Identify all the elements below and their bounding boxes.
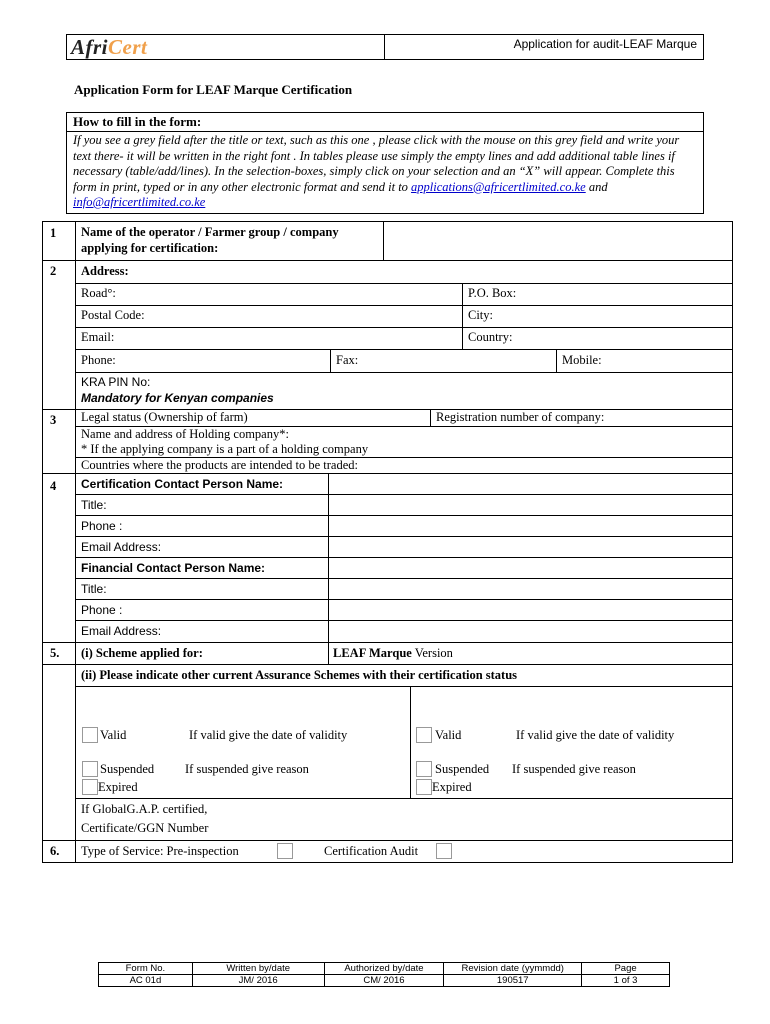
footer-header-cell: Form No. <box>99 963 193 975</box>
cert-phone-label: Phone : <box>81 519 123 533</box>
mobile-label: Mobile: <box>562 353 602 367</box>
leaf-marque-version <box>333 646 453 661</box>
footer-header-cell: Revision date (yymmdd) <box>444 963 582 975</box>
certification-audit-checkbox[interactable] <box>436 843 452 859</box>
form-title: Application Form for LEAF Marque Certification <box>74 82 353 97</box>
footer-value-cell: CM/ 2016 <box>324 975 444 987</box>
suspended-label-left: Suspended <box>100 762 155 776</box>
instructions-body: If you see a grey field after the title or text, such as this one , please click with the mouse on this grey field and write your text there- it will be written in the right font . In tables please use simply the empty lines and add additional table lines if necessary (table/add/lines). In the selection-boxes, simply click on your selection and an “X” will appear. Complete this form in print, typed or in any other electronic format and send it to <box>73 133 680 194</box>
valid-checkbox-left[interactable] <box>82 727 98 743</box>
legal-status-label: Legal status (Ownership of farm) <box>81 410 248 424</box>
address-heading: Address: <box>81 264 129 278</box>
footer-value-cell: AC 01d <box>99 975 193 987</box>
city-label: City: <box>468 308 494 322</box>
operator-name-label: Name of the operator / Farmer group / company <box>81 225 339 239</box>
section-number-6: 6. <box>50 844 60 858</box>
valid-label-left: Valid <box>100 728 127 742</box>
valid-checkbox-right[interactable] <box>416 727 432 743</box>
section-number-4: 4 <box>50 479 57 493</box>
fin-title-label: Title: <box>81 582 107 596</box>
other-schemes-label: (ii) Please indicate other current Assurance Schemes with their certification status <box>81 668 518 682</box>
footer-header-cell: Authorized by/date <box>324 963 444 975</box>
leaf-marque-text: LEAF Marque <box>333 646 412 660</box>
pre-inspection-checkbox[interactable] <box>277 843 293 859</box>
financial-contact-label: Financial Contact Person Name: <box>81 561 266 575</box>
fin-email-label: Email Address: <box>81 624 162 638</box>
countries-traded-label: Countries where the products are intended to be traded: <box>81 458 358 472</box>
valid-date-label-right: If valid give the date of validity <box>516 728 675 742</box>
email-link-applications[interactable]: applications@africertlimited.co.ke <box>411 179 586 194</box>
logo-text-afri: Afri <box>71 35 109 59</box>
suspended-checkbox-left[interactable] <box>82 761 98 777</box>
country-label: Country: <box>468 330 513 344</box>
section-number-1: 1 <box>50 226 57 240</box>
suspended-reason-label-right: If suspended give reason <box>512 762 636 776</box>
phone-label: Phone: <box>81 353 116 367</box>
suspended-checkbox-right[interactable] <box>416 761 432 777</box>
instructions-heading: How to fill in the form: <box>67 113 703 132</box>
holding-company-label: Name and address of Holding company*: <box>81 427 289 441</box>
cert-title-label: Title: <box>81 498 107 512</box>
instructions-text <box>67 132 703 213</box>
scheme-applied-label: (i) Scheme applied for: <box>81 646 203 660</box>
logo-text-cert: Cert <box>108 35 148 59</box>
footer-value-cell: 190517 <box>444 975 582 987</box>
footer-header-row <box>99 963 670 975</box>
footer-header-cell: Page <box>582 963 670 975</box>
fax-label: Fax: <box>336 353 359 367</box>
africert-logo <box>67 35 385 59</box>
version-text: Version <box>411 646 453 660</box>
footer-value-cell: JM/ 2016 <box>192 975 324 987</box>
operator-name-field[interactable] <box>384 222 731 259</box>
operator-name-label-line2: applying for certification: <box>81 241 219 255</box>
expired-label-left: Expired <box>98 780 138 794</box>
certification-audit-label: Certification Audit <box>324 844 419 858</box>
section-number-2: 2 <box>50 264 57 278</box>
postal-code-label: Postal Code: <box>81 308 145 322</box>
section-number-5: 5. <box>50 646 60 660</box>
instructions-and: and <box>585 179 608 194</box>
instructions-box <box>66 112 704 214</box>
expired-checkbox-left[interactable] <box>82 779 98 795</box>
valid-label-right: Valid <box>435 728 462 742</box>
section-number-3: 3 <box>50 413 57 427</box>
po-box-label: P.O. Box: <box>468 286 517 300</box>
fin-phone-label: Phone : <box>81 603 123 617</box>
certification-contact-label: Certification Contact Person Name: <box>81 477 284 491</box>
registration-number-label: Registration number of company: <box>436 410 605 424</box>
kra-pin-label: KRA PIN No: <box>81 375 151 389</box>
ggn-number-label: Certificate/GGN Number <box>81 821 209 835</box>
suspended-reason-label-left: If suspended give reason <box>185 762 309 776</box>
expired-checkbox-right[interactable] <box>416 779 432 795</box>
service-type-label: Type of Service: Pre-inspection <box>81 844 239 858</box>
valid-date-label-left: If valid give the date of validity <box>189 728 348 742</box>
holding-company-note: * If the applying company is a part of a holding company <box>81 442 369 456</box>
document-control-footer <box>98 962 670 987</box>
expired-label-right: Expired <box>432 780 472 794</box>
footer-value-cell: 1 of 3 <box>582 975 670 987</box>
road-label: Road°: <box>81 286 116 300</box>
suspended-label-right: Suspended <box>435 762 490 776</box>
email-label: Email: <box>81 330 115 344</box>
kra-pin-note: Mandatory for Kenyan companies <box>81 391 274 405</box>
footer-header-cell: Written by/date <box>192 963 324 975</box>
email-link-info[interactable]: info@africertlimited.co.ke <box>73 195 206 209</box>
cert-email-label: Email Address: <box>81 540 162 554</box>
footer-value-row <box>99 975 670 987</box>
globalgap-label: If GlobalG.A.P. certified, <box>81 802 208 816</box>
document-header <box>66 34 704 60</box>
document-title: Application for audit-LEAF Marque <box>513 37 697 51</box>
